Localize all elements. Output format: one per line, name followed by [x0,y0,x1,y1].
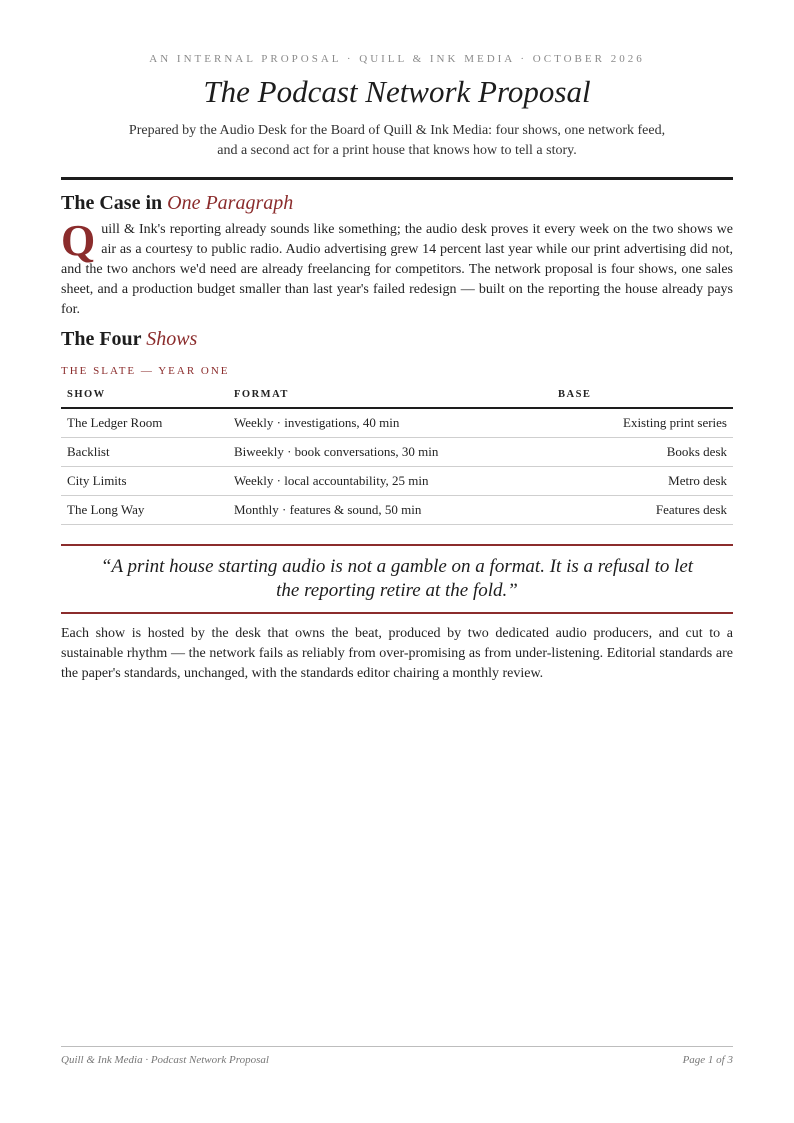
cell-base: Books desk [552,438,733,467]
section-heading-shows [61,328,197,351]
body-paragraph: Each show is hosted by the desk that owns the beat, produced by two dedicated audio producers, and cut to a sustainable rhythm — the network fails as reliably from over-promising as from under-listening. Editorial standards are the paper's standards, unchanged, with the standards editor chairing a monthly review. [61,626,733,681]
pullquote-rule-bottom [61,612,733,614]
drop-cap: Q [61,216,96,265]
cell-format: Biweekly · book conversations, 30 min [228,438,552,467]
table-row [61,408,733,438]
cell-show: The Ledger Room [61,408,228,438]
document-subtitle: Prepared by the Audio Desk for the Board of Quill & Ink Media: four shows, one network feed, and a second act for a print house that knows how to tell a story. [128,123,666,158]
pullquote-rule-top [61,544,733,546]
column-header-show: SHOW [61,383,228,408]
table-caption: THE SLATE — YEAR ONE [61,365,230,377]
cell-show: The Long Way [61,496,228,525]
cell-format: Monthly · features & sound, 50 min [228,496,552,525]
document-kicker: AN INTERNAL PROPOSAL · QUILL & INK MEDIA · OCTOBER 2026 [149,53,645,65]
footer-title: Quill & Ink Media · Podcast Network Proposal [61,1054,269,1066]
cell-base: Metro desk [552,467,733,496]
table-row [61,496,733,525]
column-header-format: FORMAT [228,383,552,408]
table-row [61,438,733,467]
cell-format: Weekly · local accountability, 25 min [228,467,552,496]
section-heading-shows-emphasis: Shows [146,328,198,350]
cell-base: Features desk [552,496,733,525]
cell-format: Weekly · investigations, 40 min [228,408,552,438]
section-heading-shows-plain: The Four [61,328,147,350]
page-number: Page 1 of 3 [682,1054,733,1066]
cell-base: Existing print series [552,408,733,438]
header-divider [61,177,733,180]
case-paragraph-text: uill & Ink's reporting already sounds like something; the audio desk proves it every week on the two shows we air as a courtesy to public radio. Audio advertising grew 14 percent last year while our print advertising did not, and the two anchors we'd need are already freelancing for competitors. The network proposal is four shows, one sales sheet, and a production budget smaller than last year's failed redesign — built on the reporting the house already pays for. [61,222,733,317]
shows-table [61,383,733,525]
case-paragraph [61,216,733,320]
document-title: The Podcast Network Proposal [203,74,591,109]
section-heading-case [61,192,293,215]
table-row [61,467,733,496]
section-heading-case-plain: The Case in [61,192,168,214]
footer-divider [61,1046,733,1047]
pullquote: “A print house starting audio is not a gamble on a format. It is a refusal to let the reporting retire at the fold.” [100,556,694,601]
column-header-base: BASE [552,383,733,408]
document-page [61,0,733,1123]
cell-show: City Limits [61,467,228,496]
table-header-row [61,383,733,408]
section-heading-case-emphasis: One Paragraph [167,192,294,214]
cell-show: Backlist [61,438,228,467]
